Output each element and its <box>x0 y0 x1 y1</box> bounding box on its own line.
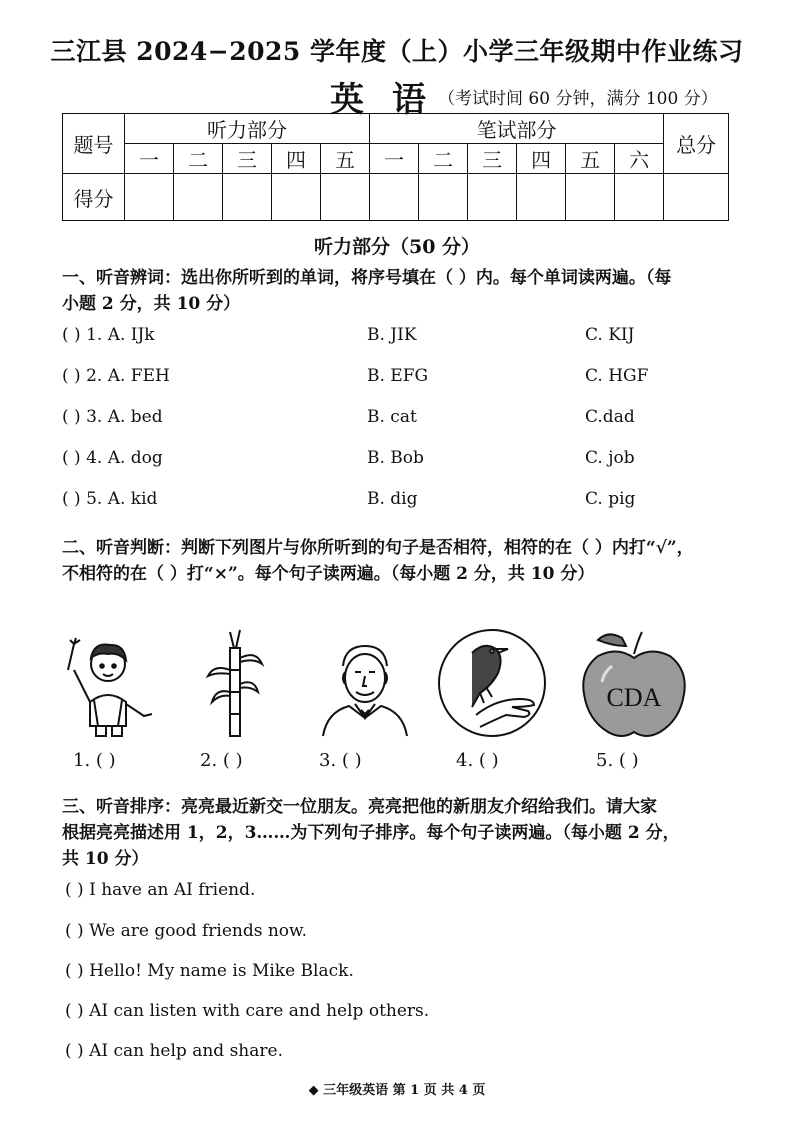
score-cell[interactable] <box>615 174 664 221</box>
subject-title: 英语 <box>330 80 454 120</box>
part2-instruction-line2: 不相符的在（ ）打“×”。每个句子读两遍。（每小题 2 分，共 10 分） <box>62 564 595 584</box>
picture-answer-2[interactable]: 2. ( ) <box>200 750 243 771</box>
part1-option-b: B. EFG <box>367 366 429 386</box>
part1-question-2[interactable]: ( ) 2. A. FEH <box>62 366 170 386</box>
total-score-cell[interactable] <box>664 174 729 221</box>
apple-label: CDA <box>606 683 662 712</box>
col-writing-2: 二 <box>419 144 468 174</box>
part3-sentence-4[interactable]: ( ) AI can listen with care and help others. <box>65 1001 430 1021</box>
score-cell[interactable] <box>223 174 272 221</box>
part1-instruction <box>62 265 746 317</box>
col-writing-3: 三 <box>468 144 517 174</box>
col-listening-5: 五 <box>321 144 370 174</box>
picture-answer-1[interactable]: 1. ( ) <box>73 750 116 771</box>
part1-option-b: B. Bob <box>367 448 424 468</box>
row-label-number: 题号 <box>63 114 125 174</box>
old-man-icon <box>315 638 415 738</box>
score-cell[interactable] <box>272 174 321 221</box>
page-footer: ◆ 三年级英语 第 1 页 共 4 页 <box>308 1083 486 1098</box>
score-cell[interactable] <box>370 174 419 221</box>
col-listening-1: 一 <box>125 144 174 174</box>
picture-answer-4[interactable]: 4. ( ) <box>456 750 499 771</box>
col-listening-4: 四 <box>272 144 321 174</box>
score-cell[interactable] <box>468 174 517 221</box>
col-writing-1: 一 <box>370 144 419 174</box>
subject-row <box>0 72 794 120</box>
total-header: 总分 <box>664 114 729 174</box>
bird-on-hand-icon <box>436 627 548 739</box>
part1-option-b: B. JIK <box>367 325 417 345</box>
listening-section-title: 听力部分（50 分） <box>313 236 481 258</box>
score-cell[interactable] <box>125 174 174 221</box>
boy-waving-icon <box>60 630 165 740</box>
part1-question-3[interactable]: ( ) 3. A. bed <box>62 407 163 427</box>
col-listening-3: 三 <box>223 144 272 174</box>
part2-instruction-line1: 二、听音判断：判断下列图片与你所听到的句子是否相符，相符的在（ ）内打“√”， <box>62 538 694 558</box>
score-cell[interactable] <box>566 174 615 221</box>
col-writing-6: 六 <box>615 144 664 174</box>
score-cell[interactable] <box>419 174 468 221</box>
part1-option-c: C. HGF <box>585 366 649 386</box>
part3-instruction-line1: 三、听音排序：亮亮最近新交一位朋友。亮亮把他的新朋友介绍给我们。请大家 <box>62 797 657 817</box>
writing-header: 笔试部分 <box>370 114 664 144</box>
part1-option-c: C. KIJ <box>585 325 635 345</box>
row-label-score: 得分 <box>63 174 125 221</box>
col-writing-4: 四 <box>517 144 566 174</box>
part1-option-c: C. pig <box>585 489 636 509</box>
part3-instruction-line2: 根据亮亮描述用 1，2，3……为下列句子排序。每个句子读两遍。（每小题 2 分， <box>62 823 680 843</box>
listening-header: 听力部分 <box>125 114 370 144</box>
part1-question-5[interactable]: ( ) 5. A. kid <box>62 489 158 509</box>
part3-sentence-5[interactable]: ( ) AI can help and share. <box>65 1041 283 1061</box>
part1-question-4[interactable]: ( ) 4. A. dog <box>62 448 163 468</box>
col-listening-2: 二 <box>174 144 223 174</box>
part3-sentence-2[interactable]: ( ) We are good friends now. <box>65 921 307 941</box>
col-writing-5: 五 <box>566 144 615 174</box>
part3-instruction-line3: 共 10 分） <box>62 849 149 869</box>
exam-info: （考试时间 60 分钟，满分 100 分） <box>438 89 718 109</box>
part1-option-b: B. cat <box>367 407 417 427</box>
score-cell[interactable] <box>517 174 566 221</box>
picture-answer-5[interactable]: 5. ( ) <box>596 750 639 771</box>
part1-question-1[interactable]: ( ) 1. A. IJk <box>62 325 155 345</box>
part3-sentence-3[interactable]: ( ) Hello! My name is Mike Black. <box>65 961 354 981</box>
score-cell[interactable] <box>321 174 370 221</box>
part1-option-c: C. job <box>585 448 635 468</box>
score-table <box>62 113 729 221</box>
part1-option-b: B. dig <box>367 489 418 509</box>
apple-icon <box>578 628 690 740</box>
part3-instruction <box>62 794 746 872</box>
part2-instruction <box>62 535 746 587</box>
document-title: 三江县 2024−2025 学年度（上）小学三年级期中作业练习 <box>50 37 744 66</box>
score-cell[interactable] <box>174 174 223 221</box>
bamboo-icon <box>200 628 270 740</box>
part1-option-c: C.dad <box>585 407 635 427</box>
part1-instruction-line2: 小题 2 分，共 10 分） <box>62 294 241 314</box>
part1-instruction-line1: 一、听音辨词：选出你所听到的单词，将序号填在（ ）内。每个单词读两遍。（每 <box>62 268 672 288</box>
part3-sentence-1[interactable]: ( ) I have an AI friend. <box>65 880 256 900</box>
picture-answer-3[interactable]: 3. ( ) <box>319 750 362 771</box>
